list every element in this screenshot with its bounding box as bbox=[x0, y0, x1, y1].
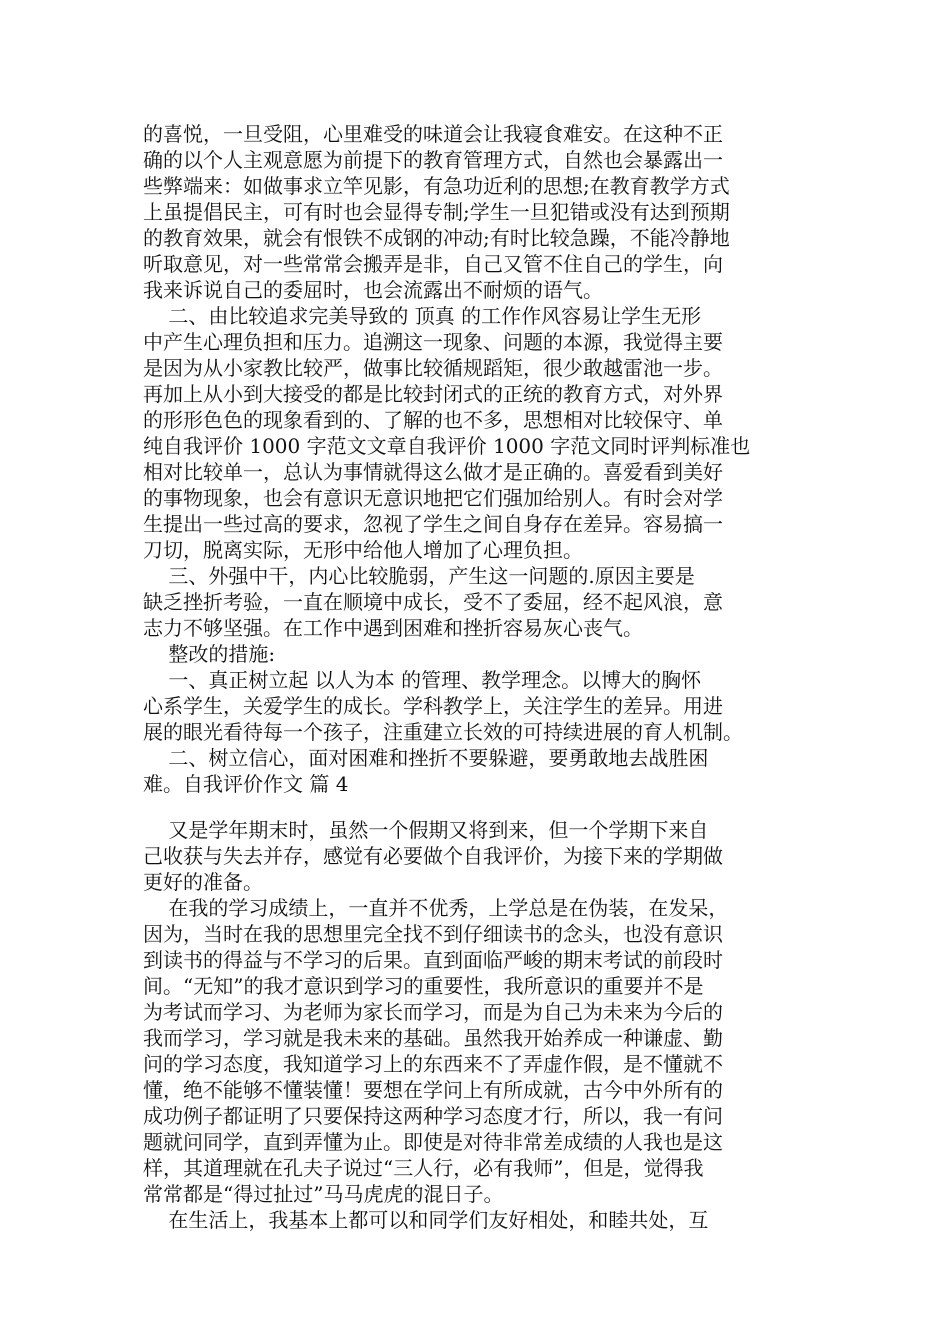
text-line: 些弊端来：如做事求立竿见影，有急功近利的思想;在教育教学方式 bbox=[143, 174, 730, 198]
text-line: 我而学习，学习就是我未来的基础。虽然我开始养成一种谦虚、勤 bbox=[143, 1026, 723, 1050]
text-line: 再加上从小到大接受的都是比较封闭式的正统的教育方式，对外界 bbox=[143, 382, 723, 406]
text-line: 懂，绝不能够不懂装懂！要想在学问上有所成就，古今中外所有的 bbox=[143, 1078, 723, 1102]
text-section-a bbox=[143, 121, 811, 797]
text-line: 一、真正树立起 以人为本 的管理、教学理念。以博大的胸怀 bbox=[143, 668, 702, 692]
text-line: 中产生心理负担和压力。追溯这一现象、问题的本源，我觉得主要 bbox=[143, 330, 723, 354]
text-line: 又是学年期末时，虽然一个假期又将到来，但一个学期下来自 bbox=[143, 818, 709, 842]
text-line: 样，其道理就在孔夫子说过“三人行，必有我师”，但是，觉得我 bbox=[143, 1156, 704, 1180]
text-line: 更好的准备。 bbox=[143, 870, 263, 894]
text-line: 是因为从小家教比较严，做事比较循规蹈矩，很少敢越雷池一步。 bbox=[143, 356, 723, 380]
text-line: 的形形色色的现象看到的、了解的也不多，思想相对比较保守、单 bbox=[143, 408, 723, 432]
text-line: 听取意见，对一些常常会搬弄是非，自己又管不住自己的学生，向 bbox=[143, 252, 723, 276]
text-line: 成功例子都证明了只要保持这两种学习态度才行，所以，我一有问 bbox=[143, 1104, 723, 1128]
text-line: 在生活上，我基本上都可以和同学们友好相处，和睦共处，互 bbox=[143, 1208, 709, 1232]
text-line: 整改的措施: bbox=[143, 642, 276, 666]
text-line: 题就问同学，直到弄懂为止。即使是对待非常差成绩的人我也是这 bbox=[143, 1130, 723, 1154]
text-line: 常常都是“得过扯过”马马虎虎的混日子。 bbox=[143, 1182, 504, 1206]
text-line: 展的眼光看待每一个孩子，注重建立长效的可持续进展的育人机制。 bbox=[143, 720, 743, 744]
text-line: 因为，当时在我的思想里完全找不到仔细读书的念头，也没有意识 bbox=[143, 922, 723, 946]
text-line: 三、外强中干，内心比较脆弱，产生这一问题的.原因主要是 bbox=[143, 564, 695, 588]
text-line: 二、由比较追求完美导致的 顶真 的工作作风容易让学生无形 bbox=[143, 304, 702, 328]
text-line: 相对比较单一，总认为事情就得这么做才是正确的。喜爱看到美好 bbox=[143, 460, 723, 484]
text-line: 志力不够坚强。在工作中遇到困难和挫折容易灰心丧气。 bbox=[143, 616, 643, 640]
text-line: 二、树立信心，面对困难和挫折不要躲避，要勇敢地去战胜困 bbox=[143, 746, 709, 770]
text-line: 刀切，脱离实际，无形中给他人增加了心理负担。 bbox=[143, 538, 583, 562]
text-line: 问的学习态度，我知道学习上的东西来不了弄虚作假，是不懂就不 bbox=[143, 1052, 723, 1076]
text-line: 为考试而学习、为老师为家长而学习，而是为自己为未来为今后的 bbox=[143, 1000, 723, 1024]
text-line: 纯自我评价 1000 字范文文章自我评价 1000 字范文同时评判标准也 bbox=[143, 434, 751, 458]
text-line: 的喜悦，一旦受阻，心里难受的味道会让我寝食难安。在这种不正 bbox=[143, 122, 723, 146]
text-line: 上虽提倡民主，可有时也会显得专制;学生一旦犯错或没有达到预期 bbox=[143, 200, 730, 224]
text-line: 心系学生，关爱学生的成长。学科教学上，关注学生的差异。用进 bbox=[143, 694, 723, 718]
text-line: 的教育效果，就会有恨铁不成钢的冲动;有时比较急躁，不能冷静地 bbox=[143, 226, 730, 250]
text-line: 己收获与失去并存，感觉有必要做个自我评价，为接下来的学期做 bbox=[143, 844, 723, 868]
text-line: 我来诉说自己的委屈时，也会流露出不耐烦的语气。 bbox=[143, 278, 603, 302]
text-line: 生提出一些过高的要求，忽视了学生之间自身存在差异。容易搞一 bbox=[143, 512, 723, 536]
text-line: 到读书的得益与不学习的后果。直到面临严峻的期末考试的前段时 bbox=[143, 948, 723, 972]
text-line: 在我的学习成绩上，一直并不优秀，上学总是在伪装，在发呆， bbox=[143, 896, 729, 920]
text-line: 间。“无知”的我才意识到学习的重要性，我所意识的重要并不是 bbox=[143, 974, 704, 998]
text-line: 的事物现象，也会有意识无意识地把它们强加给别人。有时会对学 bbox=[143, 486, 723, 510]
text-line: 难。自我评价作文 篇 4 bbox=[143, 772, 349, 796]
text-line: 缺乏挫折考验，一直在顺境中成长，受不了委屈，经不起风浪，意 bbox=[143, 590, 723, 614]
text-section-b bbox=[143, 817, 811, 1233]
text-line: 确的以个人主观意愿为前提下的教育管理方式，自然也会暴露出一 bbox=[143, 148, 723, 172]
